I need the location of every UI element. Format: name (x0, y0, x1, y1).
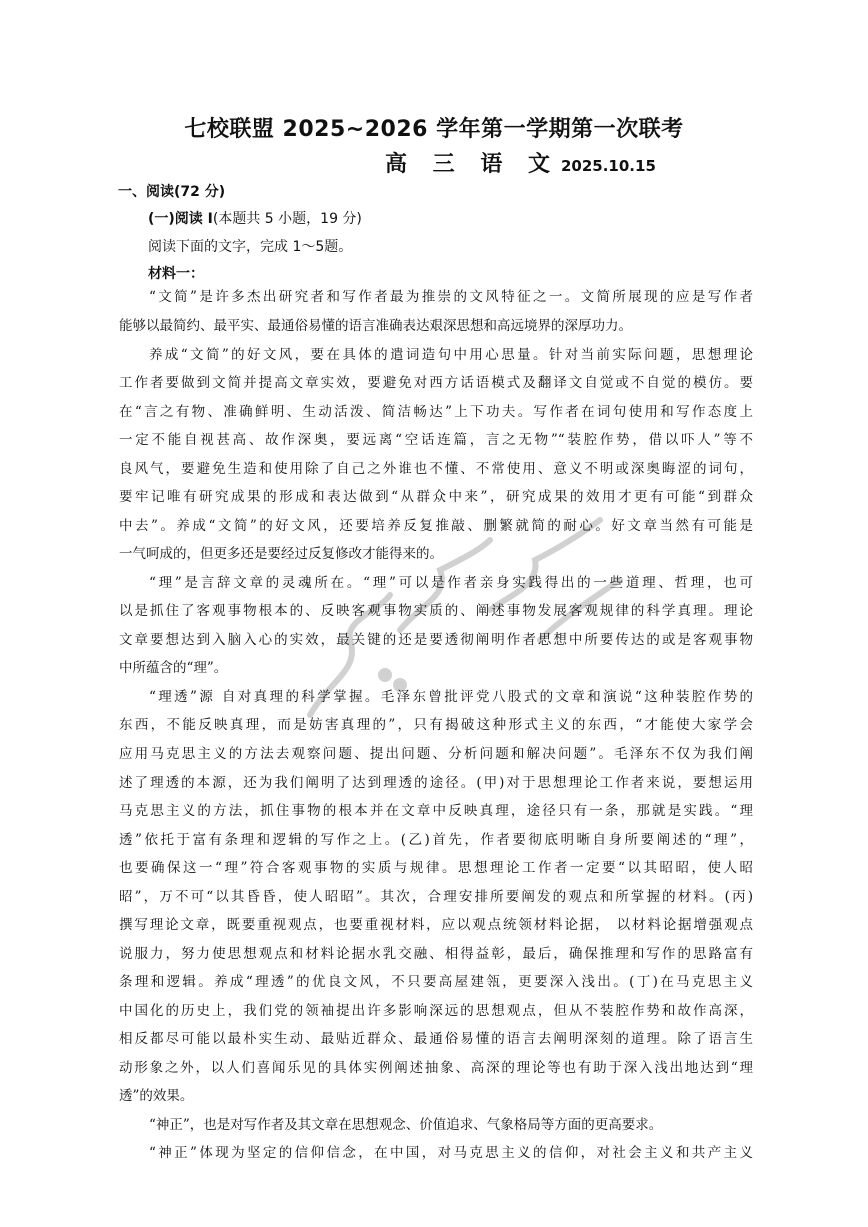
text-line: 能够以最简约、最平实、最通俗易懂的语言准确表达艰深思想和高远境界的深厚功力。 (119, 318, 632, 334)
text-line: 相反都尽可能以最朴实生动、最贴近群众、最通俗易懂的语言去阐明深刻的道理。除了语言生 (119, 1031, 753, 1047)
material-label: 材料一： (148, 266, 204, 282)
text-line: 良风气，要避免生造和使用除了自己之外谁也不懂、不常使用、意义不明或深奥晦涩的词句， (119, 461, 753, 477)
text-line: 昭”，万不可“以其昏昏，使人昭昭”。其次，合理安排所要阐发的观点和所掌握的材料。(丙) (119, 889, 753, 905)
text-line: 应用马克思主义的方法去观察问题、提出问题、分析问题和解决问题”。毛泽东不仅为我们阐 (119, 746, 753, 762)
part-note: (本题共 5 小题，19 分) (212, 211, 362, 227)
text-line: 中所蕴含的“理”。 (119, 660, 228, 676)
text-line: “文简”是许多杰出研究者和写作者最为推崇的文风特征之一。文简所展现的应是写作者 (149, 289, 753, 305)
text-line: 一定不能自视甚高、故作深奥，要远离“空话连篇，言之无物”“装腔作势，借以吓人”等不 (119, 432, 753, 448)
text-line: 马克思主义的方法，抓住事物的根本并在文章中反映真理，途径只有一条，那就是实践。“理 (119, 803, 753, 819)
text-line: “神正”，也是对写作者及其文章在思想观念、价值追求、气象格局等方面的更高要求。 (149, 1117, 663, 1133)
text-line: “理”是言辞文章的灵魂所在。“理”可以是作者亲身实践得出的一些道理、哲理，也可 (149, 575, 753, 591)
section-heading: 一、阅读(72 分) (118, 184, 226, 200)
text-line: 述了理透的本源，还为我们阐明了达到理透的途径。(甲)对于思想理论工作者来说，要想运用 (119, 775, 753, 791)
subject-label: 高 三 语 文 (385, 152, 559, 177)
text-line: 说服力，努力使思想观点和材料论据水乳交融、相得益彰，最后，确保推理和写作的思路富有 (119, 946, 753, 962)
reading-instruction: 阅读下面的文字，完成 1～5题。 (148, 239, 353, 255)
text-line: “理透”源 自对真理的科学掌握。毛泽东曾批评党八股式的文章和演说“这种装腔作势的 (149, 689, 753, 705)
text-line: 养成“文简”的好文风，要在具体的遣词造句中用心思量。针对当前实际问题，思想理论 (149, 347, 753, 363)
text-line: 要牢记唯有研究成果的形成和表达做到“从群众中来”，研究成果的效用才更有可能“到群众 (119, 489, 753, 505)
text-line: 工作者要做到文简并提高文章实效，要避免对西方话语模式及翻译文自觉或不自觉的模仿。要 (119, 375, 753, 391)
text-line: 条理和逻辑。养成“理透”的优良文风，不只要高屋建瓴，更要深入浅出。(丁)在马克思主义 (119, 974, 753, 990)
part-label: (一)阅读 Ⅰ (148, 211, 213, 227)
text-line: 一气呵成的，但更多还是要经过反复修改才能得来的。 (119, 546, 443, 562)
text-line: 以是抓住了客观事物根本的、反映客观事物实质的、阐述事物发展客观规律的科学真理。理论 (119, 603, 753, 619)
exam-title: 七校联盟 2025~2026 学年第一学期第一次联考 (184, 117, 684, 142)
exam-date: 2025.10.15 (560, 157, 656, 175)
text-line: 在“言之有物、准确鲜明、生动活泼、简洁畅达”上下功夫。写作者在词句使用和写作态度上 (119, 404, 753, 420)
text-line: 透”依托于富有条理和逻辑的写作之上。(乙)首先，作者要彻底明晰自身所要阐述的“理”， (119, 832, 753, 848)
text-line: “神正”体现为坚定的信仰信念，在中国，对马克思主义的信仰，对社会主义和共产主义 (149, 1145, 753, 1161)
text-line: 透”的效果。 (119, 1088, 194, 1104)
text-line: 文章要想达到入脑入心的实效，最关键的还是要透彻阐明作者思想中所要传达的或是客观事物 (119, 632, 753, 648)
text-line: 中国化的历史上，我们党的领袖提出许多影响深远的思想观点，但从不装腔作势和故作高深， (119, 1003, 753, 1019)
text-line: 动形象之外，以人们喜闻乐见的具体实例阐述抽象、高深的理论等也有助于深入浅出地达到“理 (119, 1060, 753, 1076)
exam-subtitle (385, 147, 656, 178)
text-line: 也要确保这一“理”符合客观事物的实质与规律。思想理论工作者一定要“以其昭昭，使人昭 (119, 860, 753, 876)
text-line: 中去”。养成“文简”的好文风，还要培养反复推敲、删繁就简的耐心。好文章当然有可能是 (119, 518, 753, 534)
text-line: 撰写理论文章，既要重视观点，也要重视材料，应以观点统领材料论据， 以材料论据增强观点 (119, 917, 753, 933)
part-heading (148, 208, 362, 228)
text-line: 东西，不能反映真理，而是妨害真理的”，只有揭破这种形式主义的东西，“才能使大家学会 (119, 717, 753, 733)
